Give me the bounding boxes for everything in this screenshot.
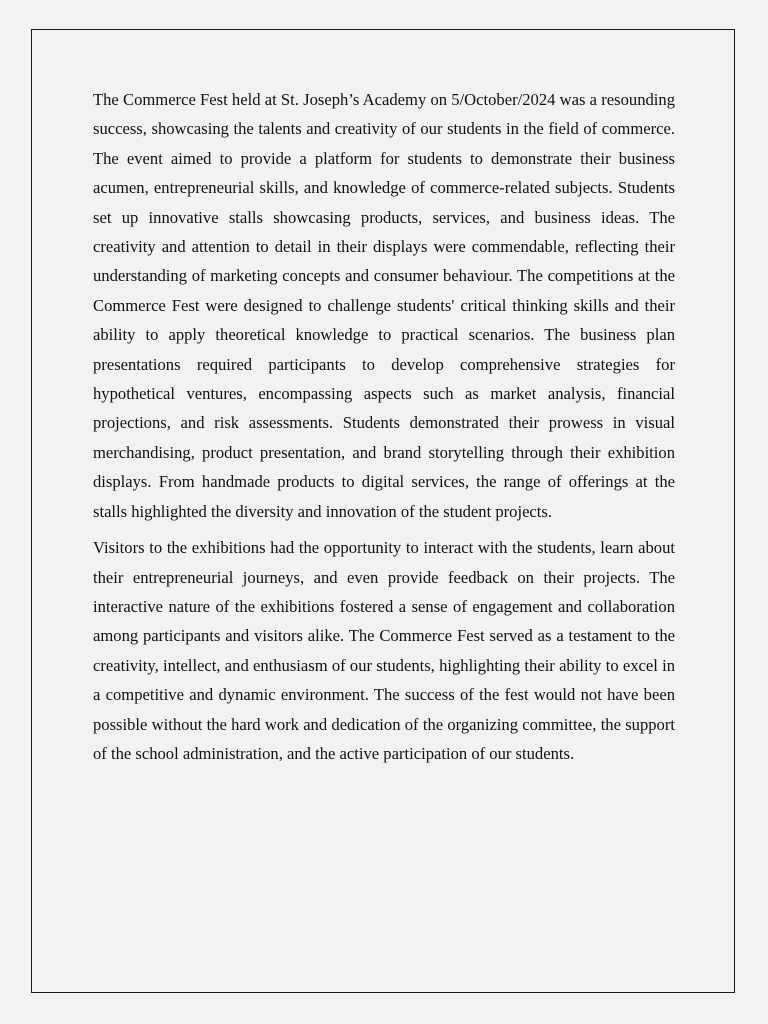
paragraph-1: The Commerce Fest held at St. Joseph’s Academy on 5/October/2024 was a resounding success, showcasing the talents and creativity of our students in the field of commerce. The event aimed to provide a platform for students to demonstrate their business acumen, entrepreneurial skills, and knowledge of commerce-related subjects. Students set up innovative stalls showcasing products, services, and business ideas. The creativity and attention to detail in their displays were commendable, reflecting their understanding of marketing concepts and consumer behaviour. The competitions at the Commerce Fest were designed to challenge students' critical thinking skills and their ability to apply theoretical knowledge to practical scenarios. The business plan presentations required participants to develop comprehensive strategies for hypothetical ventures, encompassing aspects such as market analysis, financial projections, and risk assessments. Students demonstrated their prowess in visual merchandising, product presentation, and brand storytelling through their exhibition displays. From handmade products to digital services, the range of offerings at the stalls highlighted the diversity and innovation of the student projects. [93, 90, 675, 521]
document-body [93, 85, 675, 775]
paragraph-2: Visitors to the exhibitions had the opportunity to interact with the students, learn about their entrepreneurial journeys, and even provide feedback on their projects. The interactive nature of the exhibitions fostered a sense of engagement and collaboration among participants and visitors alike. The Commerce Fest served as a testament to the creativity, intellect, and enthusiasm of our students, highlighting their ability to excel in a competitive and dynamic environment. The success of the fest would not have been possible without the hard work and dedication of the organizing committee, the support of the school administration, and the active participation of our students. [93, 538, 675, 763]
page-border [31, 29, 735, 993]
